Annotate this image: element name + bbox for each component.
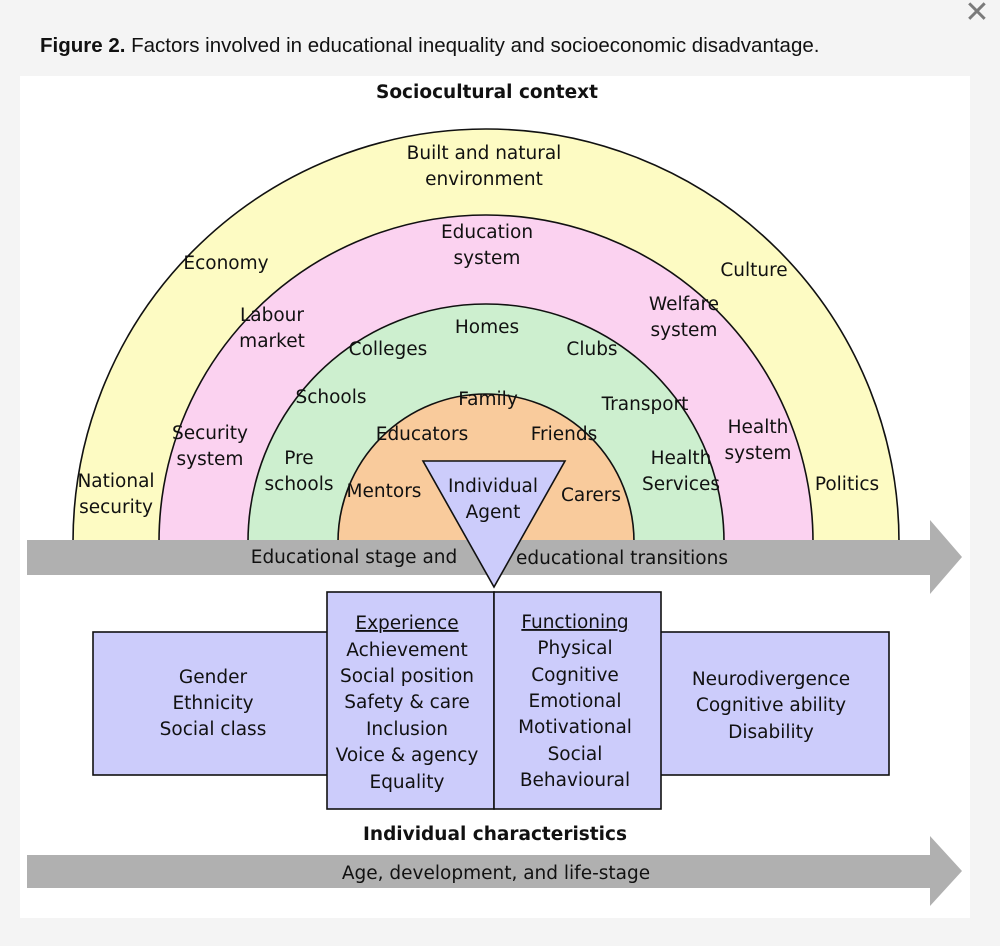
figure-label: Figure 2. [40, 34, 126, 57]
label-mentors: Mentors [346, 481, 422, 502]
functioning-heading: Functioning [521, 612, 629, 633]
label-pre-line2: schools [264, 474, 334, 495]
figure-caption-text: Factors involved in educational inequality and socioeconomic disadvantage. [125, 34, 820, 57]
right-box-item: Disability [728, 722, 814, 743]
label-health-system-line2: system [724, 443, 792, 464]
label-health-services-line1: Health [650, 448, 712, 469]
label-educators: Educators [375, 424, 469, 445]
stage-arrow-left-text: Educational stage and [250, 547, 458, 568]
label-family: Family [458, 389, 518, 410]
functioning-item: Emotional [528, 691, 622, 712]
second-ring-top-line1: Education [440, 222, 534, 243]
right-box-item: Cognitive ability [695, 695, 847, 716]
label-pre-line1: Pre [284, 448, 314, 469]
close-button[interactable]: ✕ [964, 0, 990, 30]
individual-characteristics-title: Individual characteristics [363, 824, 627, 845]
experience-item: Safety & care [344, 692, 470, 713]
functioning-item: Motivational [518, 717, 632, 738]
agent-line1: Individual [447, 476, 539, 497]
left-box-item: Ethnicity [172, 693, 254, 714]
outer-ring-top-line1: Built and natural [406, 143, 562, 164]
left-box-item: Gender [178, 667, 248, 688]
experience-item: Achievement [346, 640, 468, 661]
label-transport: Transport [601, 394, 689, 415]
experience-item: Inclusion [365, 719, 449, 740]
label-politics: Politics [814, 474, 880, 495]
outer-ring-top-line2: environment [425, 169, 543, 190]
experience-heading: Experience [355, 613, 459, 634]
experience-item: Voice & agency [335, 745, 479, 766]
label-health-system-line1: Health [727, 417, 789, 438]
label-friends: Friends [530, 424, 598, 445]
right-box-item: Neurodivergence [691, 669, 851, 690]
functioning-item: Cognitive [531, 665, 619, 686]
experience-item: Social position [339, 666, 475, 687]
label-schools: Schools [295, 387, 367, 408]
experience-item: Equality [369, 772, 445, 793]
label-labour-line2: market [239, 331, 305, 352]
left-box-item: Social class [159, 719, 267, 740]
functioning-item: Social [547, 744, 603, 765]
label-welfare-line2: system [650, 320, 718, 341]
label-colleges: Colleges [348, 339, 428, 360]
label-national-line2: security [79, 497, 153, 518]
label-carers: Carers [560, 485, 622, 506]
stage-arrow-right-text: educational transitions [516, 548, 728, 569]
functioning-item: Physical [537, 638, 613, 659]
life-stage-arrow-text: Age, development, and life-stage [341, 863, 651, 884]
functioning-item: Behavioural [519, 770, 631, 791]
sociocultural-context-title: Sociocultural context [376, 82, 598, 103]
label-security-line1: Security [172, 423, 248, 444]
label-economy: Economy [183, 253, 269, 274]
label-culture: Culture [720, 260, 788, 281]
label-labour-line1: Labour [239, 305, 305, 326]
second-ring-top-line2: system [453, 248, 521, 269]
label-security-line2: system [176, 449, 244, 470]
label-national-line1: National [77, 471, 155, 492]
label-clubs: Clubs [566, 339, 618, 360]
label-homes: Homes [454, 317, 520, 338]
agent-line2: Agent [465, 502, 521, 523]
label-health-services-line2: Services [641, 474, 721, 495]
label-welfare-line1: Welfare [648, 294, 720, 315]
